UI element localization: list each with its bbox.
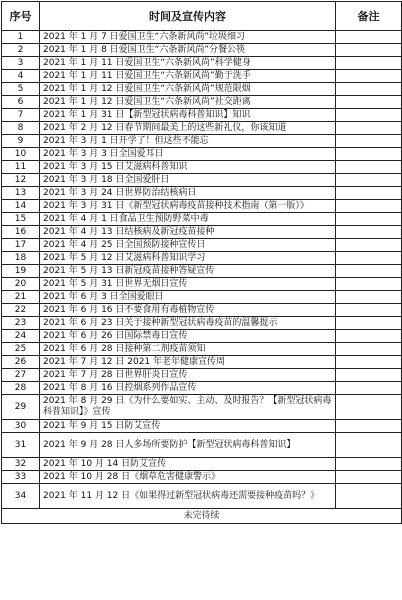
table-row: [2, 420, 402, 433]
row-number: 21: [2, 291, 40, 304]
table-row: [2, 226, 402, 239]
row-content: 2021 年 3 月 1 日开学了！但这些不能忘: [40, 135, 336, 148]
row-note: [336, 343, 402, 356]
footer-row: [2, 509, 402, 524]
row-note: [336, 213, 402, 226]
table-row: [2, 343, 402, 356]
table-row: [2, 187, 402, 200]
row-note: [336, 174, 402, 187]
row-content: 2021 年 1 月 31 日【新型冠状病毒科普知识】知识: [40, 109, 336, 122]
row-content: 2021 年 10 月 14 日防艾宣传: [40, 458, 336, 471]
publicity-table: [1, 1, 402, 524]
document-page: [1, 1, 401, 524]
table-row: [2, 369, 402, 382]
row-note: [336, 57, 402, 70]
table-row: [2, 304, 402, 317]
table-row: [2, 330, 402, 343]
row-content: 2021 年 3 月 31 日《新型冠状病毒疫苗接种技术指南（第一版）》: [40, 200, 336, 213]
row-number: 27: [2, 369, 40, 382]
row-note: [336, 484, 402, 509]
table-row: [2, 135, 402, 148]
row-note: [336, 83, 402, 96]
table-row: [2, 31, 402, 44]
table-row: [2, 382, 402, 395]
row-content: 2021 年 1 月 7 日爱国卫生“六条新风尚”垃圾细习: [40, 31, 336, 44]
row-content: 2021 年 9 月 15 日防艾宣传: [40, 420, 336, 433]
row-content: 2021 年 9 月 28 日人多场所要防护【新型冠状病毒科普知识】: [40, 433, 336, 458]
row-number: 25: [2, 343, 40, 356]
row-note: [336, 122, 402, 135]
row-note: [336, 291, 402, 304]
table-row: [2, 291, 402, 304]
row-content: 2021 年 2 月 12 日春节期间最美上的这些新礼仪，你该知道: [40, 122, 336, 135]
table-row: [2, 148, 402, 161]
row-number: 13: [2, 187, 40, 200]
table-row: [2, 471, 402, 484]
row-note: [336, 239, 402, 252]
row-number: 5: [2, 83, 40, 96]
row-number: 4: [2, 70, 40, 83]
table-row: [2, 213, 402, 226]
header-number: 序号: [2, 2, 40, 31]
row-note: [336, 226, 402, 239]
row-note: [336, 187, 402, 200]
row-content: 2021 年 3 月 15 日艾滋病科普知识: [40, 161, 336, 174]
row-number: 24: [2, 330, 40, 343]
row-content: 2021 年 5 月 13 日新冠疫苗接种答疑宣传: [40, 265, 336, 278]
row-content: 2021 年 8 月 16 日控烟系列作品宣传: [40, 382, 336, 395]
table-row: [2, 458, 402, 471]
row-content: 2021 年 6 月 3 日全国爱眼日: [40, 291, 336, 304]
row-content: 2021 年 7 月 28 日世界肝炎日宣传: [40, 369, 336, 382]
row-number: 34: [2, 484, 40, 509]
row-content: 2021 年 6 月 23 日关于接种新型冠状病毒疫苗的温馨提示: [40, 317, 336, 330]
row-note: [336, 433, 402, 458]
row-note: [336, 252, 402, 265]
row-content: 2021 年 1 月 8 日爱国卫生“六条新风尚”分餐公筷: [40, 44, 336, 57]
row-number: 14: [2, 200, 40, 213]
row-number: 22: [2, 304, 40, 317]
row-content: 2021 年 5 月 12 日艾滋病科普知识学习: [40, 252, 336, 265]
table-row: [2, 70, 402, 83]
row-note: [336, 304, 402, 317]
table-row: [2, 109, 402, 122]
row-number: 19: [2, 265, 40, 278]
row-number: 30: [2, 420, 40, 433]
row-content: 2021 年 4 月 1 日食品卫生预防野菜中毒: [40, 213, 336, 226]
row-number: 23: [2, 317, 40, 330]
row-note: [336, 356, 402, 369]
row-number: 7: [2, 109, 40, 122]
table-row: [2, 433, 402, 458]
table-row: [2, 317, 402, 330]
row-note: [336, 382, 402, 395]
row-content: 2021 年 1 月 12 日爱国卫生“六条新风尚”规范限烟: [40, 83, 336, 96]
table-row: [2, 278, 402, 291]
row-content: 2021 年 7 月 12 日 2021 年老年健康宣传周: [40, 356, 336, 369]
row-number: 31: [2, 433, 40, 458]
row-number: 26: [2, 356, 40, 369]
row-content: 2021 年 4 月 13 日结核病及新冠疫苗接种: [40, 226, 336, 239]
row-note: [336, 70, 402, 83]
row-number: 6: [2, 96, 40, 109]
row-content: 2021 年 4 月 25 日全国预防接种宣传日: [40, 239, 336, 252]
row-content: 2021 年 5 月 31 日世界无烟日宣传: [40, 278, 336, 291]
row-content: 2021 年 3 月 18 日全国爱肝日: [40, 174, 336, 187]
row-note: [336, 44, 402, 57]
row-number: 29: [2, 395, 40, 420]
row-content: 2021 年 1 月 11 日爱国卫生“六条新风尚”科学健身: [40, 57, 336, 70]
table-body: [2, 31, 402, 509]
row-note: [336, 471, 402, 484]
table-row: [2, 57, 402, 70]
row-content: 2021 年 11 月 12 日《如果得过新型冠状病毒还需要接种疫苗吗？》: [40, 484, 336, 509]
row-note: [336, 330, 402, 343]
row-number: 1: [2, 31, 40, 44]
row-note: [336, 278, 402, 291]
table-row: [2, 239, 402, 252]
row-content: 2021 年 6 月 28 日接种第二剂疫苗须知: [40, 343, 336, 356]
row-content: 2021 年 1 月 12 日爱国卫生“六条新风尚”社交距离: [40, 96, 336, 109]
row-number: 9: [2, 135, 40, 148]
row-content: 2021 年 10 月 28 日《烟草危害健康警示》: [40, 471, 336, 484]
row-number: 18: [2, 252, 40, 265]
row-note: [336, 135, 402, 148]
row-note: [336, 265, 402, 278]
row-content: 2021 年 1 月 11 日爱国卫生“六条新风尚”勤于洗手: [40, 70, 336, 83]
row-note: [336, 369, 402, 382]
row-number: 17: [2, 239, 40, 252]
row-content: 2021 年 3 月 3 日全国爱耳日: [40, 148, 336, 161]
row-note: [336, 148, 402, 161]
row-number: 20: [2, 278, 40, 291]
table-row: [2, 96, 402, 109]
row-number: 12: [2, 174, 40, 187]
table-row: [2, 484, 402, 509]
row-note: [336, 420, 402, 433]
row-number: 15: [2, 213, 40, 226]
row-content: 2021 年 6 月 26 日国际禁毒日宣传: [40, 330, 336, 343]
header-note: 备注: [336, 2, 402, 31]
row-number: 16: [2, 226, 40, 239]
table-row: [2, 395, 402, 420]
table-row: [2, 161, 402, 174]
row-note: [336, 109, 402, 122]
table-row: [2, 356, 402, 369]
row-note: [336, 395, 402, 420]
row-note: [336, 161, 402, 174]
row-number: 2: [2, 44, 40, 57]
table-row: [2, 265, 402, 278]
header-row: [2, 2, 402, 31]
table-row: [2, 122, 402, 135]
table-row: [2, 200, 402, 213]
header-content: 时间及宣传内容: [40, 2, 336, 31]
row-number: 11: [2, 161, 40, 174]
row-content: 2021 年 8 月 29 日《为什么要如实、主动、及时报告？【新型冠状病毒科普知识】》宣传: [40, 395, 336, 420]
row-note: [336, 458, 402, 471]
continued-label: 未完待续: [2, 509, 402, 524]
row-number: 33: [2, 471, 40, 484]
row-number: 28: [2, 382, 40, 395]
row-number: 10: [2, 148, 40, 161]
table-row: [2, 83, 402, 96]
table-row: [2, 174, 402, 187]
row-note: [336, 31, 402, 44]
table-row: [2, 44, 402, 57]
row-number: 8: [2, 122, 40, 135]
row-content: 2021 年 6 月 16 日不要食用有毒植物宣传: [40, 304, 336, 317]
row-note: [336, 317, 402, 330]
row-content: 2021 年 3 月 24 日世界防治结核病日: [40, 187, 336, 200]
row-number: 3: [2, 57, 40, 70]
row-note: [336, 200, 402, 213]
table-row: [2, 252, 402, 265]
row-note: [336, 96, 402, 109]
row-number: 32: [2, 458, 40, 471]
